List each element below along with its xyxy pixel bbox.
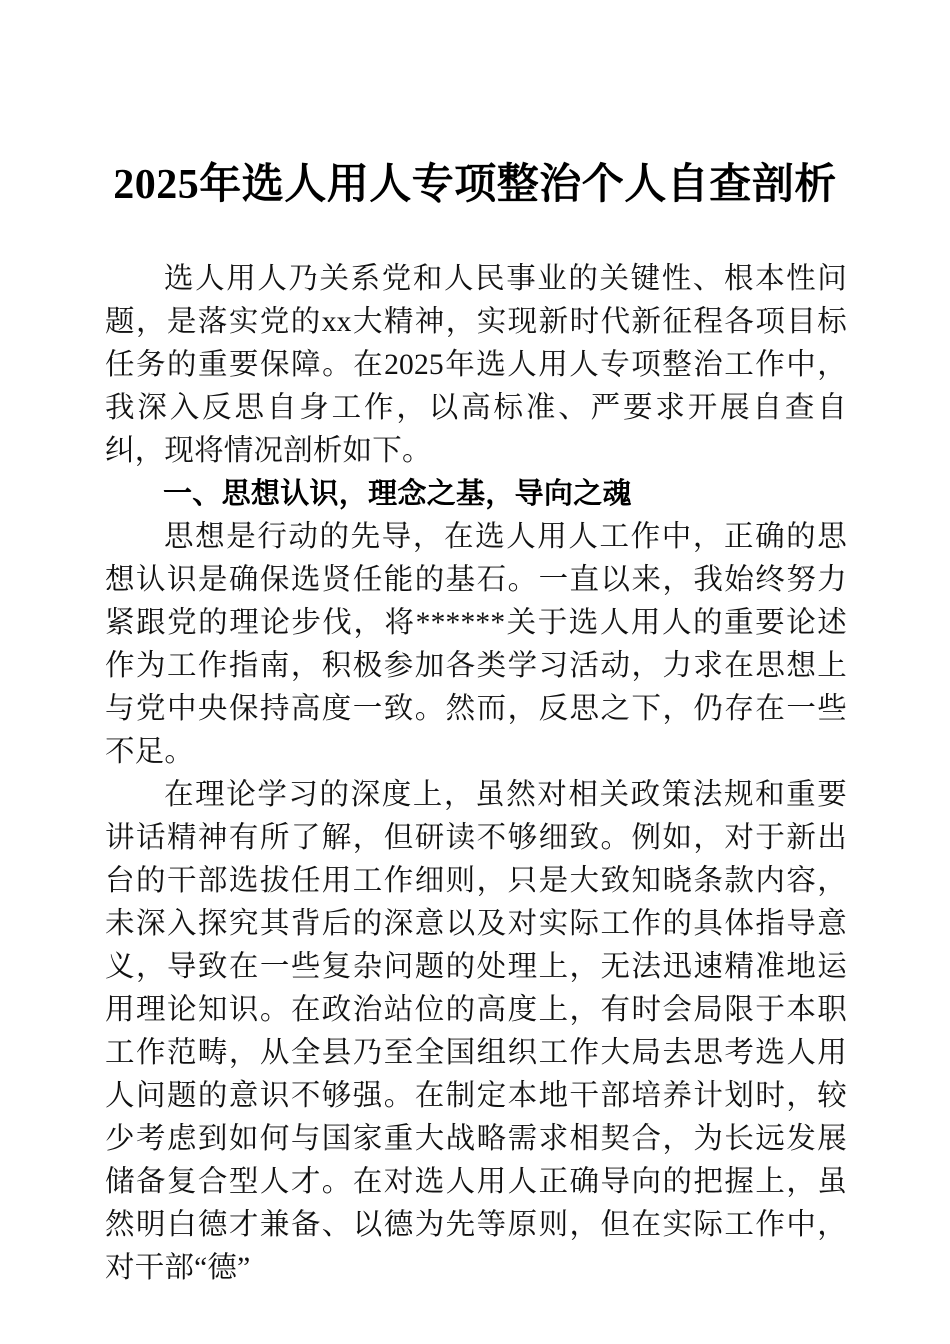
paragraph-section1-2: 在理论学习的深度上，虽然对相关政策法规和重要讲话精神有所了解，但研读不够细致。例如，对于新出台的干部选拔任用工作细则，只是大致知晓条款内容，未深入探究其背后的深意以及对实际工作的具体指导意义，导致在一些复杂问题的处理上，无法迅速精准地运用理论知识。在政治站位的高度上，有时会局限于本职工作范畴，从全县乃至全国组织工作大局去思考选人用人问题的意识不够强。在制定本地干部培养计划时，较少考虑到如何与国家重大战略需求相契合，为长远发展储备复合型人才。在对选人用人正确导向的把握上，虽然明白德才兼备、以德为先等原则，但在实际工作中，对干部“德” [105,779,847,1284]
section-heading-1: 一、思想认识，理念之基，导向之魂 [163,478,632,510]
page-title: 2025年选人用人专项整治个人自查剖析 [113,162,837,208]
paragraph-section1-1: 思想是行动的先导，在选人用人工作中，正确的思想认识是确保选贤任能的基石。一直以来，我始终努力紧跟党的理论步伐，将******关于选人用人的重要论述作为工作指南，积极参加各类学习活动，力求在思想上与党中央保持高度一致。然而，反思之下，仍存在一些不足。 [105,521,847,768]
document-body [105,258,847,1290]
paragraph-intro: 选人用人乃关系党和人民事业的关键性、根本性问题，是落实党的xx大精神，实现新时代新征程各项目标任务的重要保障。在2025年选人用人专项整治工作中，我深入反思自身工作，以高标准、严要求开展自查自纠，现将情况剖析如下。 [105,263,847,467]
